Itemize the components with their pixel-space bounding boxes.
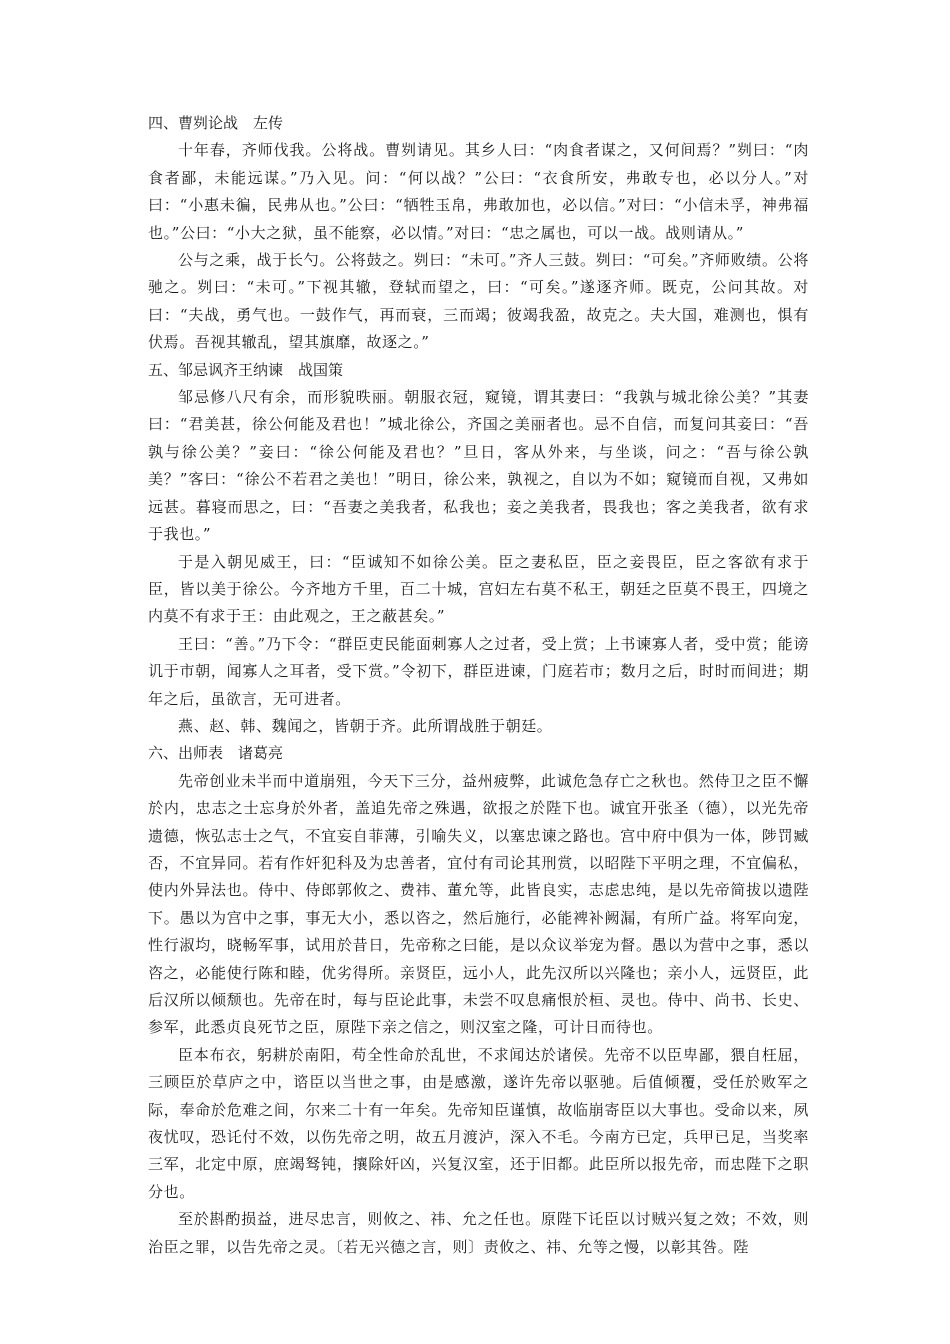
section-cao-gui	[148, 110, 809, 357]
section-heading: 五、邹忌讽齐王纳谏 战国策	[148, 360, 344, 379]
section-chu-shi-biao	[148, 740, 809, 1261]
paragraph: 邹忌修八尺有余，而形貌昳丽。朝服衣冠，窥镜，谓其妻曰：“我孰与城北徐公美？”其妻曰：“君美甚，徐公何能及君也！”城北徐公，齐国之美丽者也。忌不自信，而复问其妾曰：“吾孰与徐公美？”妾曰：“徐公何能及君也？”旦日，客从外来，与坐谈，问之：“吾与徐公孰美？”客曰：“徐公不若君之美也！”明日，徐公来，孰视之，自以为不如；窥镜而自视，又弗如远甚。暮寝而思之，曰：“吾妻之美我者，私我也；妾之美我者，畏我也；客之美我者，欲有求于我也。”	[148, 388, 809, 544]
paragraph: 至於斟酌损益，进尽忠言，则攸之、祎、允之任也。原陛下讬臣以讨贼兴复之效；不效，则治臣之罪，以告先帝之灵。〔若无兴德之言，则〕责攸之、祎、允等之慢，以彰其咎。陛	[148, 1210, 809, 1256]
paragraph: 公与之乘，战于长勺。公将鼓之。刿曰：“未可。”齐人三鼓。刿曰：“可矣。”齐师败绩。公将驰之。刿曰：“未可。”下视其辙，登轼而望之，曰：“可矣。”遂逐齐师。既克，公问其故。对曰：“夫战，勇气也。一鼓作气，再而衰，三而竭；彼竭我盈，故克之。夫大国，难测也，惧有伏焉。吾视其辙乱，望其旗靡，故逐之。”	[148, 251, 809, 352]
section-heading: 六、出师表 诸葛亮	[148, 744, 284, 763]
paragraph: 先帝创业未半而中道崩殂，今天下三分，益州疲弊，此诚危急存亡之秋也。然侍卫之臣不懈於内，忠志之士忘身於外者，盖追先帝之殊遇，欲报之於陛下也。诚宜开张圣（德），以光先帝遗德，恢弘志士之气，不宜妄自菲薄，引喻失义，以塞忠谏之路也。宫中府中俱为一体，陟罚臧否，不宜异同。若有作奸犯科及为忠善者，宜付有司论其刑赏，以昭陛下平明之理，不宜偏私，使内外异法也。侍中、侍郎郭攸之、费祎、董允等，此皆良实，志虑忠纯，是以先帝简拔以遗陛下。愚以为宫中之事，事无大小，悉以咨之，然后施行，必能裨补阙漏，有所广益。将军向宠，性行淑均，晓畅军事，试用於昔日，先帝称之曰能，是以众议举宠为督。愚以为营中之事，悉以咨之，必能使行陈和睦，优劣得所。亲贤臣，远小人，此先汉所以兴隆也；亲小人，远贤臣，此后汉所以倾颓也。先帝在时，每与臣论此事，未尝不叹息痛恨於桓、灵也。侍中、尚书、长史、参军，此悉贞良死节之臣，原陛下亲之信之，则汉室之隆，可计日而待也。	[148, 771, 809, 1037]
paragraph: 十年春，齐师伐我。公将战。曹刿请见。其乡人曰：“肉食者谋之，又何间焉？”刿曰：“肉食者鄙，未能远谋。”乃入见。问：“何以战？”公曰：“衣食所安，弗敢专也，必以分人。”对曰：“小惠未徧，民弗从也。”公曰：“牺牲玉帛，弗敢加也，必以信。”对曰：“小信未孚，神弗福也。”公曰：“小大之狱，虽不能察，必以情。”对曰：“忠之属也，可以一战。战则请从。”	[148, 141, 809, 242]
document-body	[148, 110, 809, 1261]
paragraph: 燕、赵、韩、魏闻之，皆朝于齐。此所谓战胜于朝廷。	[178, 716, 553, 735]
section-zou-ji	[148, 357, 809, 741]
section-heading: 四、曹刿论战 左传	[148, 114, 284, 132]
paragraph: 王曰：“善。”乃下令：“群臣吏民能面刺寡人之过者，受上赏；上书谏寡人者，受中赏；能谤讥于市朝，闻寡人之耳者，受下赏。”令初下，群臣进谏，门庭若市；数月之后，时时而间进；期年之后，虽欲言，无可进者。	[148, 634, 809, 708]
paragraph: 臣本布衣，躬耕於南阳，苟全性命於乱世，不求闻达於诸侯。先帝不以臣卑鄙，猥自枉屈，三顾臣於草庐之中，谘臣以当世之事，由是感激，遂许先帝以驱驰。后值倾覆，受任於败军之际，奉命於危难之间，尔来二十有一年矣。先帝知臣谨慎，故临崩寄臣以大事也。受命以来，夙夜忧叹，恐讬付不效，以伤先帝之明，故五月渡泸，深入不毛。今南方已定，兵甲已足，当奖率三军，北定中原，庶竭驽钝，攘除奸凶，兴复汉室，还于旧都。此臣所以报先帝，而忠陛下之职分也。	[148, 1045, 809, 1201]
paragraph: 于是入朝见威王，曰：“臣诚知不如徐公美。臣之妻私臣，臣之妾畏臣，臣之客欲有求于臣，皆以美于徐公。今齐地方千里，百二十城，宫妇左右莫不私王，朝廷之臣莫不畏王，四境之内莫不有求于王：由此观之，王之蔽甚矣。”	[148, 552, 809, 626]
